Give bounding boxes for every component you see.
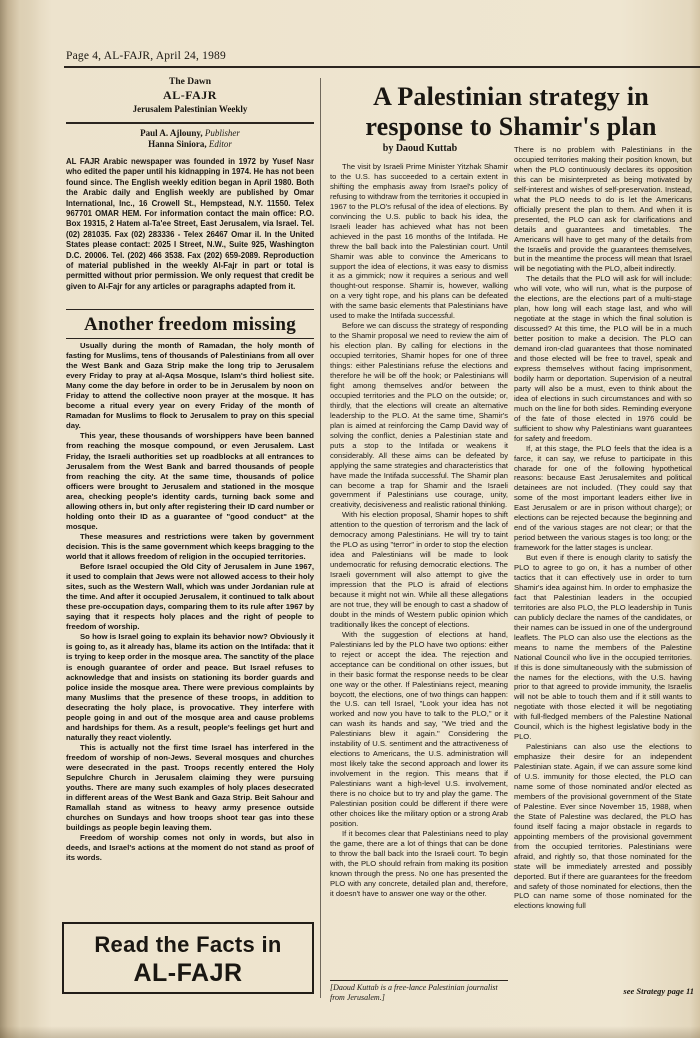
masthead-rule xyxy=(66,122,314,124)
article-paragraph: If it becomes clear that Palestinians need to play the game, there are a lot of things that can be done to throw the ball back into the Israeli court. To begin with, the PLO should refrain from making its position known through the press. No one has presented the PLO with any concrete, detailed plan and, therefore, it doesn't have to answer one way or the other. xyxy=(330,828,508,898)
article-paragraph: Before we can discuss the strategy of responding to the Shamir proposal we need to review the aim of his election plan. By calling for elections in the occupied territories, Shamir hopes for one of three things: either Palestinians refuse the elections and therefore he will be off the hook; or Palestinians will fight among themselves and/or between the occupied territories and the PLO on the outside; or, thirdly, that the elections will create an alternative leadership to the PLO. At the same time, Shamir's plan is aimed at reinforcing the Camp David way of solving the conflict, denies a Palestinian state and puts a stop to the Intifada or weakens it considerably. All these aims can be defeated by applying the same strategies and characteristics that have made the Intifada successful. The Shamir plan can become a trap for Shamir and the Israeli government if Palestinians use courage, unity, creativity, decisiveness and realistic rational thinking. xyxy=(330,321,508,510)
article-paragraph: Palestinians can also use the elections to emphasize their desire for an independent Palestinian state. Again, if we can assure some kind of U.S. immunity for those elected, the PLO can name some of those nominated and/or elected as members of the provisional government of the State of Palestine. Ever since November 15, 1988, when the State of Palestine was declared, the PLO has found itself facing a major obstacle in regards to appointing members of the provisional government from the occupied territories. Palestinians were afraid, and rightly so, that those nominated for the state will be immediately arrested and possibly deported. But if there are guarantees for the freedom and safety of those nominated for elections, then the PLO can name some of those nominated for the elections knowing full xyxy=(514,742,692,911)
editorial-rule xyxy=(66,338,314,339)
masthead-name: AL-FAJR xyxy=(163,88,217,102)
article-paragraph: With the suggestion of elections at hand, Palestinians led by the PLO have two options: either to reject or accept the idea. The rejection and acceptance can be conditional on other issues, but in their basic format the response needs to be clear one way or the other. If Palestinians reject, meaning boycott, the elections, one of two things can happen: the U.S. can tell Israel, "Look your idea has not worked and now you have to talk to the PLO," or it can wash its hands and say, "We tried and the Palestinians blew it again." Considering the instability of U.S. sentiment and the attractiveness of elections to Americans, the U.S. administration will most likely take the second approach and lower its involvement in the region. This means that if Palestinians want a high-level U.S. involvement, there is no choice but to try and play the game. The Palestinian position could be different if there were other choices like the military option or a strong Arab position. xyxy=(330,629,508,828)
about-paper-text: AL FAJR Arabic newspaper was founded in 1972 by Yusef Nasr who edited the paper until his kidnapping in 1974. He has not been found since. The English weekly edition began in April 1980. Both the Arabic daily and English weekly are published by Omar International, Inc., 16 Crowell St., Hempstead, N.Y. 11550. Telex 967701 OMAR HEM. For information contact the main office: P.O. Box 19315, 2 Hatem al-Ta'ee Street, East Jerusalem, via Israel. Tel. (02) 281035. Fax (02) 283336 - Telex 26467 Omar il. In the United States please contact: 2025 I Street, N.W., Suite 925, Washington D.C. 20006. Tel. (202) 466 3538. Fax (202) 659-2089. Reproduction of material published in the weekly Al-Fajr in part or total is permitted without prior permission. We only request that credit be given to Al-Fajr for any articles or paragraphs adapted from it. xyxy=(66,157,314,291)
page-binding-shadow xyxy=(0,0,52,1038)
article-byline: by Daoud Kuttab xyxy=(382,143,458,154)
article-paragraph: There is no problem with Palestinians in the occupied territories making their position known, but when the PLO continuously declares its opposition this can be misinterpreted as being motivated by self-interest and wishes of self-preservation. Instead, what the PLO needs to do is let the Americans officially present the plan to them. And when it is presented, the PLO can ask for clarifications and details and guarantees and timetables. The Americans will have to get many of the details from the Israelis and provide the guarantees themselves, but in the meantime the process will mean that Israel will be negotiating with the PLO, albeit indirectly. xyxy=(514,145,692,274)
about-rule xyxy=(66,309,314,310)
editorial-paragraph: These measures and restrictions were taken by government decision. This is the same government which keeps bragging to the world that it allows freedom of religion in the occupied territories. xyxy=(66,531,314,561)
continued-on-page: see Strategy page 11 xyxy=(623,986,694,996)
author-credit: [Daoud Kuttab is a free-lance Palestinian journalist from Jerusalem.] xyxy=(330,983,498,1002)
column-divider xyxy=(320,78,321,998)
article-paragraph: The visit by Israeli Prime Minister Yitzhak Shamir to the U.S. has succeeded to a certain extent in shifting the emphasis away from Israel's policy of refusing to withdraw from the territories it occupied in 1967 to the PLO's refusal of the idea of elections. By convincing the U.S. public to back his idea, the Israeli leader has achieved what has not been achieved in the past 16 months of the Intifada. He threw the ball back into the Palestinian court. Until Shamir was able to convince the Americans to support the idea of elections, it was easy to dismiss it as a gimmick; now it requires a serious and well thought-out response. Shamir is, however, walking on a very tight rope, and his plans can be defeated with the same basic elements that Palestinians have used to make the Intifada successful. xyxy=(330,162,508,321)
top-rule xyxy=(64,66,700,68)
ad-line-1: Read the Facts in xyxy=(94,932,282,957)
editor-role: Editor xyxy=(208,139,232,149)
masthead xyxy=(66,74,314,114)
editorial-body xyxy=(66,341,314,863)
publisher-name: Paul A. Ajlouny, xyxy=(140,128,205,138)
credit-rule xyxy=(330,980,508,981)
article-paragraph: If, at this stage, the PLO feels that the idea is a farce, it can say, we refuse to participate in this charade for one of the following hypothetical reasons: because East Jerusalemites and political detainees are not included. (They could say that some of the most important leaders either live in East Jerusalem or are in prison without charge); or elections can be rejected because the beginning and end of the various stages are not clear; or that the period between the various stages is too long; or the framework for the latter stages is unclear. xyxy=(514,443,692,553)
article-column-1 xyxy=(330,162,508,899)
article-paragraph: With his election proposal, Shamir hopes to shift attention to the question of terrorism and the lack of democracy among Palestinians. He will try to taint the PLO as using "terror" in order to stop the election idea and Palestinians will be made to look undemocratic for refusing democratic elections. The Israeli government will also attempt to give the impression that the PLO is afraid of elections because it might not win. While all these allegations are not true, they will be enough to cast a shadow of doubt in the minds of Western public opinion which traditionally likes the concept of elections. xyxy=(330,510,508,629)
read-the-facts-ad xyxy=(62,922,314,994)
editor-line xyxy=(66,139,314,150)
editorial-paragraph: Before Israel occupied the Old City of Jerusalem in June 1967, it used to complain that Jews were not allowed access to their holy sites, such as the Western Wall, which was under Jordanian rule at the time. And after it occupied Jerusalem, it continued to talk about these pre-occupation days, comparing them to its rule after 1967 by saying that it respects holy places and the right of people to freedom of worship. xyxy=(66,562,314,632)
staff-box xyxy=(66,128,314,150)
article-paragraph: But even if there is enough clarity to satisfy the PLO to agree to go on, it has a number of other tactics that it can effectively use in order to turn Shamir's idea against him. In order to emphasize the fact that Palestinian leaders in the occupied territories are also PLO, the PLO leadership in Tunis can publicly declare the names of the candidates, or their names can be issued in one of the underground leaflets. The PLO can also use the elections as the means to name the members of the Palestine National Council who live in the occupied territories. If this is done simultaneously with the submission of the names for the elections, with the U.S. having prior to that agreed to provide immunity, the Israelis will not be able to touch them and if it still wants to negotiate with those elected it will be negotiating with full-fledged members of the Palestine National Council, which is the highest legislative body in the PLO. xyxy=(514,553,692,742)
editorial-paragraph: This is actually not the first time Israel has interfered in the freedom of worship of non-Jews. Several mosques and churches were desecrated in the past. Troops recently entered the Holy Sepulchre Church in Jerusalem claiming they were pursuing youths. There are many such examples of holy places desecrated in different areas of the West Bank and Gaza Strip. Beit Sahour and Ramallah stand as witness to heavy army presence outside churches on Sundays and how troops shoot tear gas into these buildings as people begin leaving them. xyxy=(66,742,314,833)
editorial-paragraph: Freedom of worship comes not only in words, but also in deeds, and Israel's actions at the moment do not stand as proof of its words. xyxy=(66,833,314,863)
ad-line-2: AL-FAJR xyxy=(133,959,243,987)
editorial-title: Another freedom missing xyxy=(83,314,297,335)
masthead-the-dawn: The Dawn xyxy=(169,77,211,87)
publisher-role: Publisher xyxy=(204,128,240,138)
masthead-subtitle: Jerusalem Palestinian Weekly xyxy=(132,104,248,114)
editorial-paragraph: Usually during the month of Ramadan, the holy month of fasting for Muslims, tens of thousands of Palestinians from all over the West Bank and Gaza Strip make the long trip to Jerusalem every Friday to pray at al-Aqsa Mosque, Islam's third holiest site. Many come the day before in order to be in Jerusalem by noon on Friday to attend the collective noon prayer at the mosque. It has become a ritual every year on every Friday of the month of Ramadan for Muslims to flock to Jerusalem to pray on this special day. xyxy=(66,341,314,431)
page-header: Page 4, AL-FAJR, April 24, 1989 xyxy=(66,50,226,62)
article-paragraph: The details that the PLO will ask for will include: who will vote, who will run, what is the purpose of the elections, are the elections part of a multi-stage plan, how long will each stage last, and who will negotiate at the stage in which the final solution is discussed? At this time, the PLO will be in a much better position to make a decision. The PLO can demand iron-clad guarantees that those nominated and those elected will be free to travel, speak and express themselves without facing imprisonment, bodily harm or deportation. Supervision of a neutral party will also be a must, even to think about the idea of elections in such circumstances and with so much on the line for both sides. Reminding everyone of the fate of those elected in 1976 could be sufficient to show why Palestinians want guarantees for safety and freedom. xyxy=(514,274,692,443)
editorial-paragraph: This year, these thousands of worshippers have been banned from reaching the mosque compound, or even Jerusalem. Last Friday, the Israeli authorities set up roadblocks at all entrances to Jerusalem from the West Bank and barred thousands of people from reaching the city. At the same time, thousands of police officers were brought to Jerusalem and stationed in the mosque area, checking people's identity cards, turning back some and allowing others in, but only after registering their ID card number or holding onto their ID as a guarantee of "good conduct" at the mosque. xyxy=(66,431,314,531)
page-bottom-shade xyxy=(0,1026,700,1038)
article-headline: A Palestinian strategy in response to Shamir's plan xyxy=(365,82,657,141)
article-column-2 xyxy=(514,145,692,911)
publisher-line xyxy=(66,128,314,139)
editorial-paragraph: So how is Israel going to explain its behavior now? Obviously it is going to, as it already has, blame its action on the Intifada: that it is trying to keep order in the mosque area. The sanctity of the place is enough guarantee of order and peace. But Israel refuses to acknowledge that and insists on stationing its border guards and police inside the mosque area. There were previous complaints by many Muslims that the presence of these troops, in addition to desecrating the holy place, is provocative. They interfere with people going in and out of the mosque area and cause problems and hardships for them. As a result, people's feelings get hurt and naturally they react violently. xyxy=(66,632,314,742)
editor-name: Hanna Siniora, xyxy=(148,139,209,149)
